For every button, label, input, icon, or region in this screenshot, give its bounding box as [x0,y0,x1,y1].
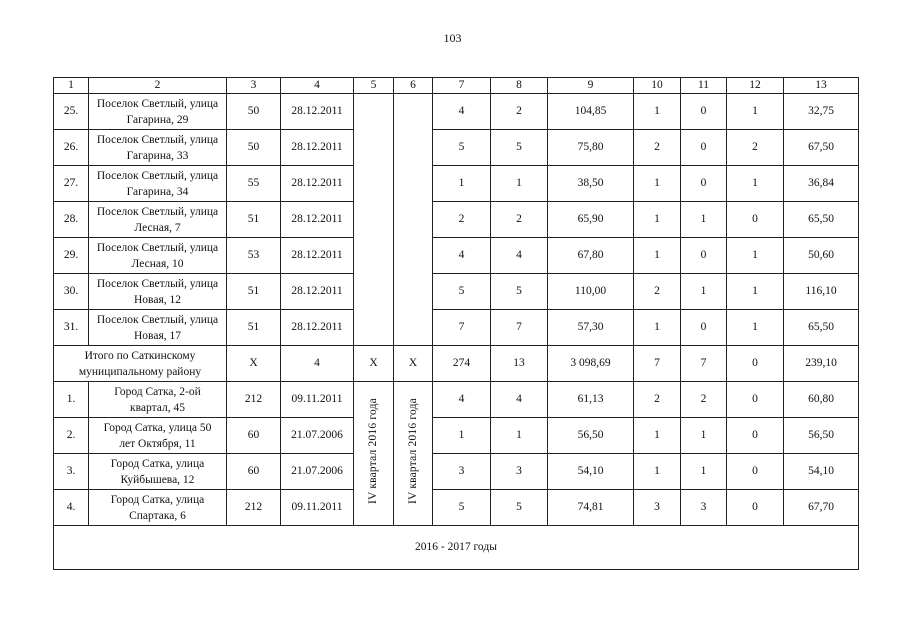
quarter-col5-text: IV квартал 2016 года [367,397,379,505]
cell-col13: 56,50 [784,418,859,454]
quarter-col6 [394,382,433,526]
cell-col9: 54,10 [548,454,634,490]
cell-col12: 0 [727,454,784,490]
address-cell [89,202,227,238]
cell-col8: 2 [491,94,548,130]
cell-col10: 1 [634,454,681,490]
row-number: 2. [54,418,89,454]
cell-col10: 3 [634,490,681,526]
cell-col13: 67,50 [784,130,859,166]
column-number-header: 13 [784,78,859,94]
address-line-1: Поселок Светлый, улица [96,241,219,254]
cell-col7: 4 [433,94,491,130]
cell-col12: 1 [727,238,784,274]
address-line-1: Поселок Светлый, улица [96,313,219,326]
address-line-1: Поселок Светлый, улица [96,169,219,182]
address-line-2: Лесная, 10 [131,257,184,270]
table-row [54,238,859,274]
total-row [54,346,859,382]
empty-merged-col5 [354,94,394,346]
cell-col8: 2 [491,202,548,238]
total-col8: 13 [491,346,548,382]
table-row [54,418,859,454]
table-row [54,490,859,526]
total-label-line: Итого по Саткинскому [84,349,196,362]
address-line-2: Куйбышева, 12 [120,473,195,486]
table-row [54,310,859,346]
cell-col4: 28.12.2011 [281,238,354,274]
cell-col3: 51 [227,202,281,238]
page-number: 103 [443,31,462,45]
address-line-1: Город Сатка, улица 50 [103,421,212,434]
cell-col12: 0 [727,382,784,418]
cell-col13: 67,70 [784,490,859,526]
cell-col7: 1 [433,166,491,202]
total-col5: X [354,346,394,382]
cell-col3: 60 [227,454,281,490]
address-cell [89,130,227,166]
row-number: 4. [54,490,89,526]
cell-col8: 1 [491,418,548,454]
total-col11: 7 [681,346,727,382]
cell-col11: 0 [681,94,727,130]
cell-col12: 0 [727,490,784,526]
table-row [54,94,859,130]
column-number-header: 1 [54,78,89,94]
address-line-2: квартал, 45 [130,401,185,414]
address-cell [89,490,227,526]
cell-col4: 28.12.2011 [281,310,354,346]
cell-col3: 50 [227,94,281,130]
empty-merged-col6 [394,94,433,346]
row-number: 28. [54,202,89,238]
cell-col8: 4 [491,382,548,418]
cell-col8: 1 [491,166,548,202]
cell-col13: 116,10 [784,274,859,310]
cell-col4: 09.11.2011 [281,490,354,526]
column-number-header: 11 [681,78,727,94]
total-col10: 7 [634,346,681,382]
cell-col7: 7 [433,310,491,346]
period-label: 2016 - 2017 годы [54,526,859,570]
cell-col9: 74,81 [548,490,634,526]
cell-col9: 65,90 [548,202,634,238]
cell-col10: 2 [634,382,681,418]
cell-col12: 1 [727,274,784,310]
cell-col7: 4 [433,238,491,274]
cell-col13: 60,80 [784,382,859,418]
cell-col12: 1 [727,166,784,202]
address-line-1: Город Сатка, 2-ой [114,385,201,398]
cell-col8: 5 [491,274,548,310]
column-number-header: 3 [227,78,281,94]
address-line-2: Гагарина, 29 [126,113,189,126]
total-col9: 3 098,69 [548,346,634,382]
cell-col13: 32,75 [784,94,859,130]
cell-col4: 28.12.2011 [281,166,354,202]
row-number: 3. [54,454,89,490]
cell-col4: 28.12.2011 [281,130,354,166]
address-cell [89,166,227,202]
cell-col8: 5 [491,490,548,526]
table-row [54,274,859,310]
address-cell [89,382,227,418]
quarter-col6-text: IV квартал 2016 года [406,397,419,505]
cell-col11: 3 [681,490,727,526]
cell-col3: 212 [227,490,281,526]
column-number-header: 9 [548,78,634,94]
cell-col7: 5 [433,490,491,526]
address-cell [89,274,227,310]
cell-col11: 2 [681,382,727,418]
cell-col8: 4 [491,238,548,274]
address-line-2: Спартака, 6 [129,509,186,522]
cell-col10: 1 [634,418,681,454]
cell-col11: 1 [681,202,727,238]
total-col6: X [394,346,433,382]
cell-col4: 21.07.2006 [281,418,354,454]
column-number-row [54,78,859,94]
table-row [54,382,859,418]
total-col4: 4 [281,346,354,382]
total-col13: 239,10 [784,346,859,382]
cell-col3: 53 [227,238,281,274]
cell-col3: 51 [227,274,281,310]
housing-table [53,77,859,570]
address-line-2: Новая, 17 [134,329,181,342]
address-cell [89,94,227,130]
address-cell [89,238,227,274]
row-number: 30. [54,274,89,310]
column-number-header: 6 [394,78,433,94]
cell-col7: 1 [433,418,491,454]
column-number-header: 2 [89,78,227,94]
cell-col4: 21.07.2006 [281,454,354,490]
row-number: 27. [54,166,89,202]
address-line-1: Поселок Светлый, улица [96,97,219,110]
cell-col9: 61,13 [548,382,634,418]
cell-col13: 54,10 [784,454,859,490]
cell-col12: 1 [727,94,784,130]
column-number-header: 5 [354,78,394,94]
address-line-2: лет Октября, 11 [119,437,196,450]
total-col12: 0 [727,346,784,382]
cell-col4: 28.12.2011 [281,274,354,310]
cell-col10: 2 [634,274,681,310]
cell-col4: 09.11.2011 [281,382,354,418]
cell-col10: 1 [634,166,681,202]
total-col7: 274 [433,346,491,382]
column-number-header: 7 [433,78,491,94]
cell-col12: 0 [727,418,784,454]
cell-col9: 38,50 [548,166,634,202]
table-row [54,130,859,166]
address-line-2: Лесная, 7 [134,221,181,234]
cell-col7: 5 [433,274,491,310]
cell-col11: 0 [681,130,727,166]
cell-col3: 50 [227,130,281,166]
cell-col8: 3 [491,454,548,490]
total-label-line: муниципальному району [78,365,202,378]
cell-col9: 67,80 [548,238,634,274]
total-col3: X [227,346,281,382]
cell-col4: 28.12.2011 [281,94,354,130]
cell-col7: 3 [433,454,491,490]
cell-col9: 104,85 [548,94,634,130]
cell-col9: 56,50 [548,418,634,454]
column-number-header: 12 [727,78,784,94]
address-line-1: Город Сатка, улица [110,493,205,506]
row-number: 25. [54,94,89,130]
table-row [54,454,859,490]
row-number: 29. [54,238,89,274]
cell-col11: 0 [681,238,727,274]
cell-col7: 4 [433,382,491,418]
cell-col8: 7 [491,310,548,346]
cell-col9: 110,00 [548,274,634,310]
cell-col11: 0 [681,310,727,346]
address-line-1: Поселок Светлый, улица [96,133,219,146]
table-row [54,166,859,202]
cell-col13: 36,84 [784,166,859,202]
cell-col10: 1 [634,202,681,238]
cell-col4: 28.12.2011 [281,202,354,238]
period-row [54,526,859,570]
cell-col10: 2 [634,130,681,166]
address-line-2: Гагарина, 34 [126,185,189,198]
cell-col8: 5 [491,130,548,166]
address-cell [89,418,227,454]
address-line-2: Новая, 12 [134,293,181,306]
cell-col3: 60 [227,418,281,454]
column-number-header: 8 [491,78,548,94]
row-number: 1. [54,382,89,418]
address-cell [89,454,227,490]
address-line-1: Город Сатка, улица [110,457,205,470]
quarter-col5 [354,382,394,526]
address-line-2: Гагарина, 33 [126,149,189,162]
column-number-header: 10 [634,78,681,94]
cell-col3: 51 [227,310,281,346]
cell-col11: 1 [681,274,727,310]
cell-col11: 1 [681,454,727,490]
cell-col10: 1 [634,238,681,274]
cell-col9: 75,80 [548,130,634,166]
address-line-1: Поселок Светлый, улица [96,205,219,218]
total-label [54,346,227,382]
cell-col13: 65,50 [784,310,859,346]
row-number: 31. [54,310,89,346]
cell-col10: 1 [634,310,681,346]
table-row [54,202,859,238]
cell-col12: 0 [727,202,784,238]
address-cell [89,310,227,346]
cell-col12: 1 [727,310,784,346]
row-number: 26. [54,130,89,166]
cell-col9: 57,30 [548,310,634,346]
cell-col10: 1 [634,94,681,130]
cell-col7: 5 [433,130,491,166]
cell-col11: 0 [681,166,727,202]
column-number-header: 4 [281,78,354,94]
cell-col7: 2 [433,202,491,238]
cell-col3: 55 [227,166,281,202]
cell-col13: 65,50 [784,202,859,238]
address-line-1: Поселок Светлый, улица [96,277,219,290]
cell-col11: 1 [681,418,727,454]
cell-col13: 50,60 [784,238,859,274]
cell-col3: 212 [227,382,281,418]
cell-col12: 2 [727,130,784,166]
